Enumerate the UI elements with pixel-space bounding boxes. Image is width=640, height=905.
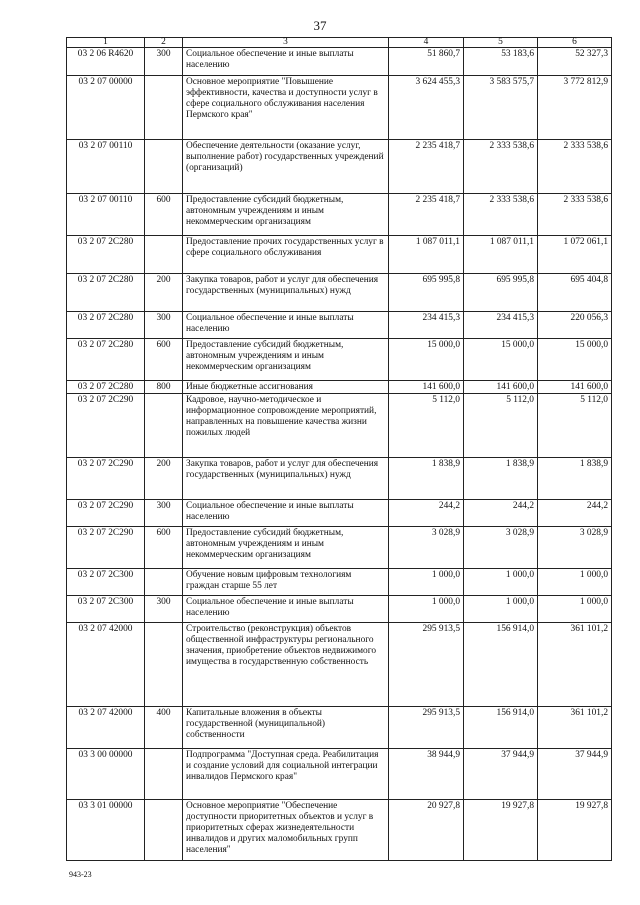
table-body xyxy=(67,48,612,861)
page-number: 37 xyxy=(313,18,327,33)
amount-col-4: 15 000,0 xyxy=(389,339,464,381)
expense-type-code xyxy=(145,749,183,800)
expense-type-code: 300 xyxy=(145,596,183,623)
classification-code: 03 2 07 2C280 xyxy=(67,381,145,394)
table-row xyxy=(67,194,612,236)
classification-code: 03 3 00 00000 xyxy=(67,749,145,800)
amount-col-4: 5 112,0 xyxy=(389,394,464,458)
expense-type-code xyxy=(145,140,183,194)
classification-code: 03 2 07 2C300 xyxy=(67,596,145,623)
amount-col-4: 295 913,5 xyxy=(389,623,464,707)
column-header: 5 xyxy=(464,38,538,48)
column-header: 6 xyxy=(538,38,612,48)
classification-code: 03 2 07 00000 xyxy=(67,76,145,140)
table-row xyxy=(67,236,612,274)
amount-col-5: 156 914,0 xyxy=(464,707,538,749)
amount-col-6: 244,2 xyxy=(538,500,612,527)
amount-col-5: 3 028,9 xyxy=(464,527,538,569)
item-description: Строительство (реконструкция) объектов общественной инфраструктуры регионального значения, приобретение объектов недвижимого имущества в государственную собственность xyxy=(183,623,389,707)
classification-code: 03 2 07 2C290 xyxy=(67,527,145,569)
table-row xyxy=(67,48,612,76)
amount-col-6: 2 333 538,6 xyxy=(538,194,612,236)
amount-col-4: 20 927,8 xyxy=(389,800,464,861)
amount-col-6: 220 056,3 xyxy=(538,312,612,339)
amount-col-5: 695 995,8 xyxy=(464,274,538,312)
amount-col-6: 19 927,8 xyxy=(538,800,612,861)
table-row xyxy=(67,458,612,500)
expense-type-code: 600 xyxy=(145,527,183,569)
amount-col-4: 234 415,3 xyxy=(389,312,464,339)
expense-type-code xyxy=(145,569,183,596)
classification-code: 03 2 07 2C290 xyxy=(67,458,145,500)
classification-code: 03 2 07 00110 xyxy=(67,194,145,236)
amount-col-5: 1 000,0 xyxy=(464,569,538,596)
table-row xyxy=(67,274,612,312)
classification-code: 03 2 07 2C290 xyxy=(67,500,145,527)
item-description: Социальное обеспечение и иные выплаты населению xyxy=(183,312,389,339)
table-row xyxy=(67,76,612,140)
amount-col-4: 38 944,9 xyxy=(389,749,464,800)
item-description: Подпрограмма "Доступная среда. Реабилитация и создание условий для социальной интеграции инвалидов Пермского края" xyxy=(183,749,389,800)
amount-col-6: 3 772 812,9 xyxy=(538,76,612,140)
amount-col-4: 2 235 418,7 xyxy=(389,194,464,236)
classification-code: 03 2 07 00110 xyxy=(67,140,145,194)
amount-col-6: 1 072 061,1 xyxy=(538,236,612,274)
table-row xyxy=(67,800,612,861)
table-row xyxy=(67,140,612,194)
classification-code: 03 2 06 R4620 xyxy=(67,48,145,76)
amount-col-5: 2 333 538,6 xyxy=(464,140,538,194)
amount-col-5: 5 112,0 xyxy=(464,394,538,458)
expense-type-code: 300 xyxy=(145,48,183,76)
amount-col-4: 295 913,5 xyxy=(389,707,464,749)
amount-col-4: 695 995,8 xyxy=(389,274,464,312)
expense-type-code xyxy=(145,76,183,140)
classification-code: 03 2 07 2C280 xyxy=(67,274,145,312)
item-description: Социальное обеспечение и иные выплаты населению xyxy=(183,596,389,623)
amount-col-6: 1 838,9 xyxy=(538,458,612,500)
amount-col-5: 1 087 011,1 xyxy=(464,236,538,274)
item-description: Капитальные вложения в объекты государственной (муниципальной) собственности xyxy=(183,707,389,749)
item-description: Закупка товаров, работ и услуг для обеспечения государственных (муниципальных) нужд xyxy=(183,458,389,500)
expense-type-code xyxy=(145,623,183,707)
column-header: 1 xyxy=(67,38,145,48)
classification-code: 03 2 07 42000 xyxy=(67,623,145,707)
amount-col-6: 2 333 538,6 xyxy=(538,140,612,194)
expense-type-code: 300 xyxy=(145,312,183,339)
item-description: Социальное обеспечение и иные выплаты населению xyxy=(183,500,389,527)
item-description: Основное мероприятие "Обеспечение доступности приоритетных объектов и услуг в приоритетных сферах жизнедеятельности инвалидов и других маломобильных групп населения" xyxy=(183,800,389,861)
budget-table xyxy=(66,37,612,861)
amount-col-4: 3 028,9 xyxy=(389,527,464,569)
item-description: Предоставление прочих государственных услуг в сфере социального обслуживания xyxy=(183,236,389,274)
classification-code: 03 3 01 00000 xyxy=(67,800,145,861)
expense-type-code: 300 xyxy=(145,500,183,527)
item-description: Основное мероприятие "Повышение эффективности, качества и доступности услуг в сфере социального обслуживания населения Пермского края" xyxy=(183,76,389,140)
amount-col-5: 3 583 575,7 xyxy=(464,76,538,140)
amount-col-5: 1 838,9 xyxy=(464,458,538,500)
classification-code: 03 2 07 2C300 xyxy=(67,569,145,596)
amount-col-4: 3 624 455,3 xyxy=(389,76,464,140)
amount-col-4: 51 860,7 xyxy=(389,48,464,76)
classification-code: 03 2 07 42000 xyxy=(67,707,145,749)
item-description: Обучение новым цифровым технологиям граждан старше 55 лет xyxy=(183,569,389,596)
amount-col-6: 5 112,0 xyxy=(538,394,612,458)
table-row xyxy=(67,707,612,749)
amount-col-6: 141 600,0 xyxy=(538,381,612,394)
amount-col-6: 37 944,9 xyxy=(538,749,612,800)
expense-type-code xyxy=(145,800,183,861)
amount-col-5: 141 600,0 xyxy=(464,381,538,394)
amount-col-6: 361 101,2 xyxy=(538,623,612,707)
classification-code: 03 2 07 2C280 xyxy=(67,236,145,274)
table-row xyxy=(67,569,612,596)
table-row xyxy=(67,339,612,381)
amount-col-5: 156 914,0 xyxy=(464,623,538,707)
expense-type-code: 400 xyxy=(145,707,183,749)
item-description: Закупка товаров, работ и услуг для обеспечения государственных (муниципальных) нужд xyxy=(183,274,389,312)
amount-col-4: 141 600,0 xyxy=(389,381,464,394)
table-row xyxy=(67,500,612,527)
amount-col-6: 1 000,0 xyxy=(538,569,612,596)
amount-col-4: 1 087 011,1 xyxy=(389,236,464,274)
expense-type-code: 200 xyxy=(145,458,183,500)
table-row xyxy=(67,394,612,458)
expense-type-code: 600 xyxy=(145,194,183,236)
expense-type-code: 600 xyxy=(145,339,183,381)
footer-code: 943-23 xyxy=(69,870,92,879)
amount-col-5: 53 183,6 xyxy=(464,48,538,76)
table-row xyxy=(67,312,612,339)
amount-col-5: 244,2 xyxy=(464,500,538,527)
table-row xyxy=(67,596,612,623)
column-header: 4 xyxy=(389,38,464,48)
amount-col-4: 1 838,9 xyxy=(389,458,464,500)
amount-col-6: 695 404,8 xyxy=(538,274,612,312)
expense-type-code: 200 xyxy=(145,274,183,312)
amount-col-6: 3 028,9 xyxy=(538,527,612,569)
amount-col-6: 52 327,3 xyxy=(538,48,612,76)
table-row xyxy=(67,623,612,707)
amount-col-5: 19 927,8 xyxy=(464,800,538,861)
table-row xyxy=(67,749,612,800)
amount-col-6: 15 000,0 xyxy=(538,339,612,381)
table-row xyxy=(67,381,612,394)
amount-col-6: 361 101,2 xyxy=(538,707,612,749)
item-description: Кадровое, научно-методическое и информационное сопровождение мероприятий, направленных на повышение качества жизни пожилых людей xyxy=(183,394,389,458)
item-description: Иные бюджетные ассигнования xyxy=(183,381,389,394)
classification-code: 03 2 07 2C290 xyxy=(67,394,145,458)
amount-col-5: 234 415,3 xyxy=(464,312,538,339)
amount-col-4: 2 235 418,7 xyxy=(389,140,464,194)
table-header-row xyxy=(67,38,612,48)
classification-code: 03 2 07 2C280 xyxy=(67,312,145,339)
amount-col-6: 1 000,0 xyxy=(538,596,612,623)
column-header: 2 xyxy=(145,38,183,48)
table-row xyxy=(67,527,612,569)
item-description: Предоставление субсидий бюджетным, автономным учреждениям и иным некоммерческим организациям xyxy=(183,527,389,569)
expense-type-code xyxy=(145,236,183,274)
amount-col-4: 1 000,0 xyxy=(389,596,464,623)
amount-col-4: 1 000,0 xyxy=(389,569,464,596)
classification-code: 03 2 07 2C280 xyxy=(67,339,145,381)
item-description: Социальное обеспечение и иные выплаты населению xyxy=(183,48,389,76)
expense-type-code: 800 xyxy=(145,381,183,394)
amount-col-4: 244,2 xyxy=(389,500,464,527)
expense-type-code xyxy=(145,394,183,458)
item-description: Предоставление субсидий бюджетным, автономным учреждениям и иным некоммерческим организациям xyxy=(183,194,389,236)
item-description: Обеспечение деятельности (оказание услуг, выполнение работ) государственных учреждений (организаций) xyxy=(183,140,389,194)
amount-col-5: 1 000,0 xyxy=(464,596,538,623)
item-description: Предоставление субсидий бюджетным, автономным учреждениям и иным некоммерческим организациям xyxy=(183,339,389,381)
column-header: 3 xyxy=(183,38,389,48)
amount-col-5: 2 333 538,6 xyxy=(464,194,538,236)
amount-col-5: 15 000,0 xyxy=(464,339,538,381)
amount-col-5: 37 944,9 xyxy=(464,749,538,800)
